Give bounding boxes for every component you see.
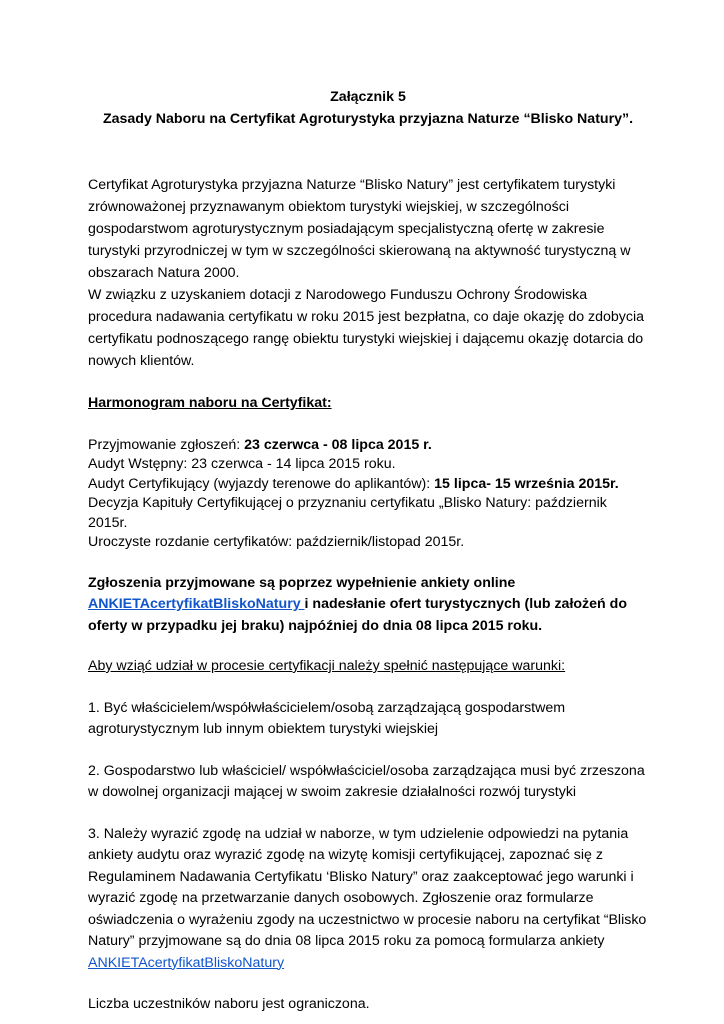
schedule-row-value: 23 czerwca - 08 lipca 2015 r. [244, 436, 432, 453]
schedule-list [88, 436, 648, 553]
condition-2: 2. Gospodarstwo lub właściciel/ współwłaściciel/osoba zarządzająca musi być zrzeszona w dowolnej organizacji mającej w swoim zakresie działalności rozwój turystyki [88, 762, 645, 800]
document-header [88, 87, 648, 130]
schedule-row [88, 533, 648, 553]
schedule-row [88, 494, 648, 533]
schedule-row-label: Uroczyste rozdanie certyfikatów: październik/listopad 2015r. [88, 534, 465, 550]
schedule-row-label: Decyzja Kapituły Certyfikującej o przyznaniu certyfikatu „Blisko Natury: październik 2015r. [88, 495, 607, 531]
schedule-row [88, 436, 648, 456]
document-title: Zasady Naboru na Certyfikat Agroturystyka przyjazna Naturze “Blisko Natury”. [102, 110, 634, 127]
intro-paragraph-2: W związku z uzyskaniem dotacji z Narodowego Funduszu Ochrony Środowiska procedura nadawania certyfikatu w roku 2015 jest bezpłatna, co daje okazję do zdobycia certyfikatu podnoszącego rangę obiektu turystyki wiejskiej i dającemu okazję dotarcia do nowych klientów. [88, 287, 645, 369]
submission-info [88, 573, 648, 638]
condition-1: 1. Być właścicielem/współwłaścicielem/osobą zarządzającą gospodarstwem agroturystycznym lub innym obiektem turystyki wiejskiej [88, 699, 566, 737]
document-content [88, 87, 648, 1016]
schedule-row-label: Audyt Wstępny: 23 czerwca - 14 lipca 2015 roku. [88, 456, 396, 472]
schedule-row-label: Audyt Certyfikujący (wyjazdy terenowe do aplikantów): [88, 475, 435, 492]
survey-form-link[interactable]: ANKIETAcertyfikatBliskoNatury [88, 954, 285, 971]
schedule-row [88, 455, 648, 475]
submission-text-2: i nadesłanie ofert turystycznych (lub założeń do oferty w przypadku jej braku) najpóźniej do dnia 08 lipca 2015 roku. [88, 596, 627, 634]
schedule-row [88, 475, 648, 495]
conditions-heading: Aby wziąć udział w procesie certyfikacji należy spełnić następujące warunki: [88, 658, 566, 674]
submission-text-1: Zgłoszenia przyjmowane są poprzez wypełnienie ankiety online [88, 574, 516, 591]
intro-paragraph-1: Certyfikat Agroturystyka przyjazna Naturze “Blisko Natury” jest certyfikatem turystyki zrównoważonej przyznawanym obiektom turystyki wiejskiej, w szczególności gospodarstwom agroturystycznym posiadającym specjalistyczną ofertę w zakresie turystyki przyrodniczej w tym w szczególności skierowaną na aktywność turystyczną w obszarach Natura 2000. [88, 177, 631, 281]
participant-limit-note: Liczba uczestników naboru jest ograniczona. [88, 996, 370, 1012]
schedule-heading: Harmonogram naboru na Certyfikat: [88, 395, 332, 411]
intro-section [88, 174, 648, 372]
condition-3 [88, 824, 648, 975]
condition-3-text: 3. Należy wyrazić zgodę na udział w naborze, w tym udzielenie odpowiedzi na pytania ankiety audytu oraz wyrazić zgodę na wizytę komisji certyfikującej, zapoznać się z Regulaminem Nadawania Certyfikatu ‘Blisko Natury” oraz zaakceptować jego warunki i wyrazić zgodę na przetwarzanie danych osobowych. Zgłoszenie oraz formularze oświadczenia o wyrażeniu zgody na uczestnictwo w procesie naboru na certyfikat “Blisko Natury” przyjmowane są do dnia 08 lipca 2015 roku za pomocą formularza ankiety [88, 825, 647, 949]
schedule-row-label: Przyjmowanie zgłoszeń: [88, 436, 245, 453]
survey-link[interactable]: ANKIETAcertyfikatBliskoNatury [88, 596, 305, 612]
schedule-row-value: 15 lipca- 15 września 2015r. [434, 475, 619, 492]
annex-label: Załącznik 5 [330, 89, 406, 105]
